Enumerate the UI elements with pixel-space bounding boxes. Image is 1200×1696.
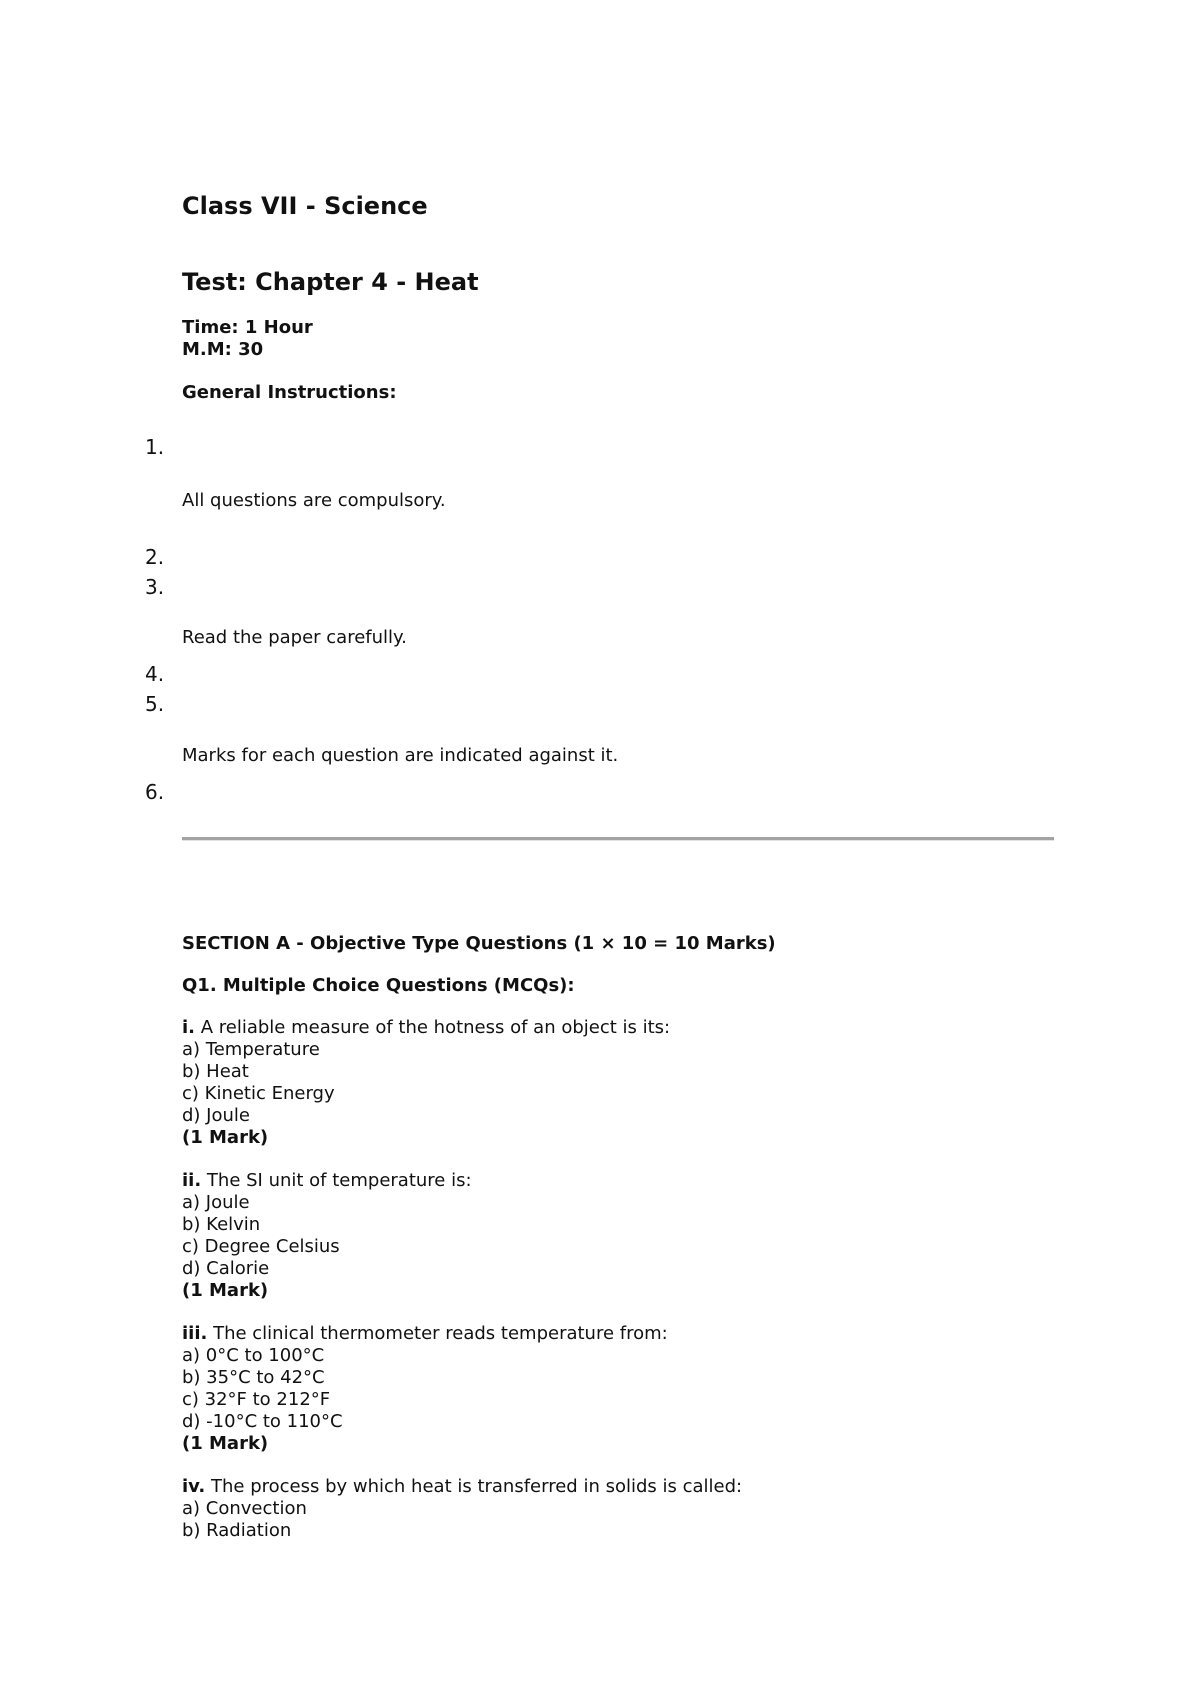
horizontal-divider (182, 837, 1054, 841)
question-label: i. (182, 1017, 196, 1038)
question-text: The clinical thermometer reads temperature from: (207, 1323, 668, 1344)
question-marks: (1 Mark) (182, 1433, 269, 1454)
instruction-number: 5. (145, 692, 165, 716)
question-label: iv. (182, 1476, 206, 1497)
question-stem (182, 1476, 742, 1498)
question-item (182, 1170, 472, 1302)
question-marks: (1 Mark) (182, 1280, 269, 1301)
option-a: a) 0°C to 100°C (182, 1345, 325, 1366)
section-a-title: SECTION A - Objective Type Questions (1 × 10 = 10 Marks) (182, 933, 776, 954)
option-d: d) Joule (182, 1105, 250, 1126)
class-title: Class VII - Science (182, 192, 428, 220)
instruction-number: 3. (145, 575, 165, 599)
instructions-heading: General Instructions: (182, 382, 397, 403)
option-b: b) 35°C to 42°C (182, 1367, 325, 1388)
question-stem (182, 1017, 670, 1039)
question-item (182, 1476, 742, 1542)
option-a: a) Convection (182, 1498, 307, 1519)
option-c: c) Kinetic Energy (182, 1083, 335, 1104)
option-b: b) Radiation (182, 1520, 292, 1541)
option-b: b) Heat (182, 1061, 249, 1082)
option-d: d) Calorie (182, 1258, 270, 1279)
q1-heading: Q1. Multiple Choice Questions (MCQs): (182, 975, 575, 996)
question-text: The process by which heat is transferred in solids is called: (205, 1476, 743, 1497)
instruction-text: Read the paper carefully. (182, 627, 407, 648)
question-label: iii. (182, 1323, 208, 1344)
question-marks: (1 Mark) (182, 1127, 269, 1148)
instruction-text: All questions are compulsory. (182, 490, 446, 511)
option-c: c) Degree Celsius (182, 1236, 340, 1257)
option-c: c) 32°F to 212°F (182, 1389, 331, 1410)
instruction-number: 4. (145, 662, 165, 686)
question-label: ii. (182, 1170, 202, 1191)
instruction-number: 6. (145, 780, 165, 804)
question-stem (182, 1323, 668, 1345)
instruction-number: 2. (145, 545, 165, 569)
question-item (182, 1323, 668, 1455)
max-marks-label: M.M: 30 (182, 339, 264, 360)
test-title: Test: Chapter 4 - Heat (182, 268, 479, 296)
option-d: d) -10°C to 110°C (182, 1411, 343, 1432)
option-a: a) Joule (182, 1192, 250, 1213)
option-a: a) Temperature (182, 1039, 320, 1060)
instruction-text: Marks for each question are indicated against it. (182, 745, 619, 766)
question-text: A reliable measure of the hotness of an object is its: (195, 1017, 671, 1038)
question-text: The SI unit of temperature is: (201, 1170, 472, 1191)
question-item (182, 1017, 670, 1149)
time-label: Time: 1 Hour (182, 317, 313, 338)
option-b: b) Kelvin (182, 1214, 261, 1235)
instruction-number: 1. (145, 435, 165, 459)
question-stem (182, 1170, 472, 1192)
